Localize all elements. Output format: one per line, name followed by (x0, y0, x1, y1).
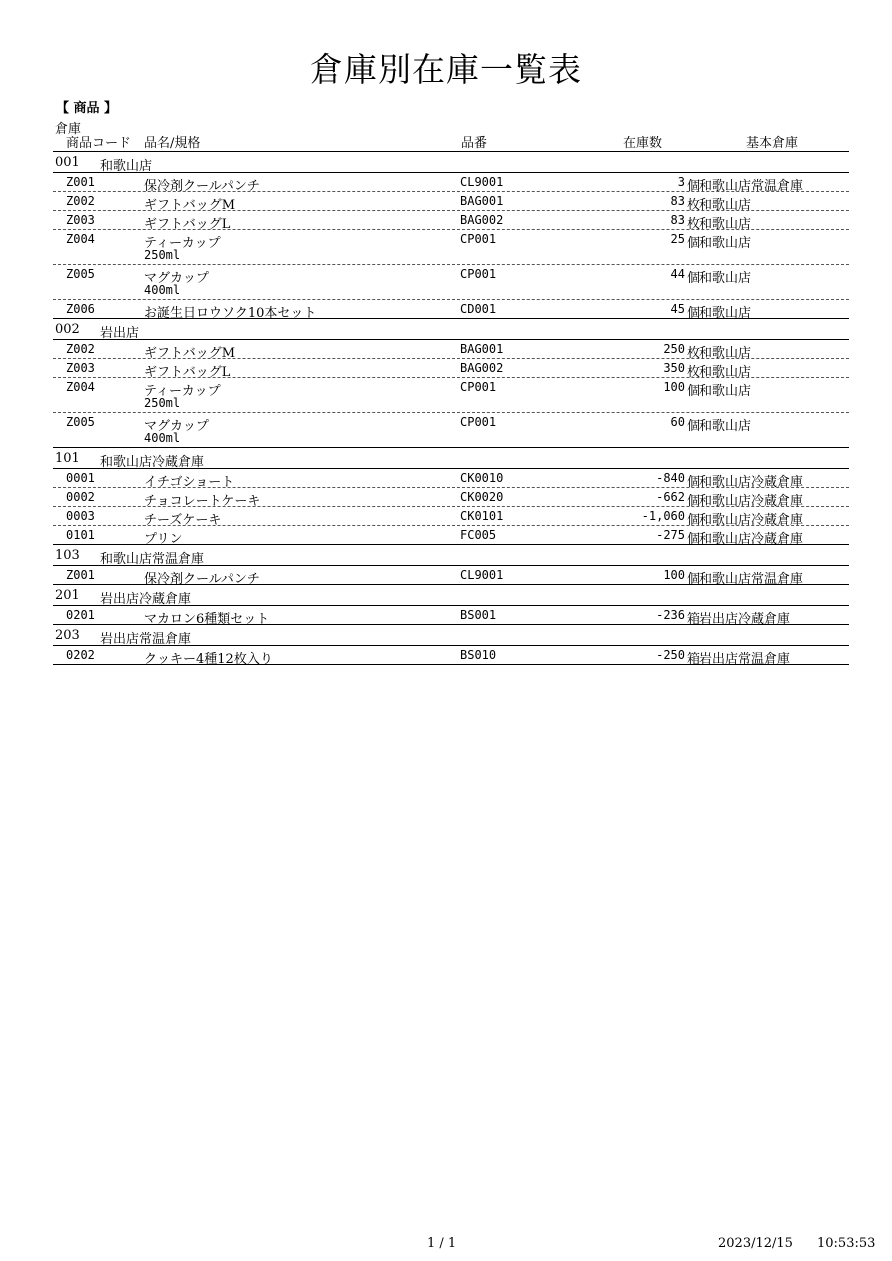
product-name: チーズケーキ (144, 513, 222, 528)
product-name: ギフトバッグL (144, 217, 231, 232)
stock-row (53, 340, 849, 359)
product-code: 0001 (66, 471, 95, 485)
product-name: お誕生日ロウソク10本セット (144, 306, 317, 321)
stock-quantity: 83 (670, 194, 685, 208)
product-name: ティーカップ (144, 384, 221, 399)
product-name: イチゴショート (144, 475, 235, 490)
product-code: Z002 (66, 194, 95, 208)
column-header-row (53, 131, 849, 151)
part-number: BAG002 (460, 213, 504, 227)
warehouse-name: 岩出店 (100, 326, 140, 341)
base-warehouse: 和歌山店冷蔵倉庫 (699, 475, 804, 490)
product-code: Z005 (66, 267, 95, 281)
part-number: BAG001 (460, 194, 504, 208)
product-name: プリン (144, 532, 183, 547)
stock-unit: 個 (687, 271, 701, 286)
warehouse-group-row (53, 585, 849, 606)
print-date: 2023/12/15 (718, 1236, 793, 1251)
part-number: CK0020 (460, 490, 504, 504)
warehouse-group-row (53, 152, 849, 173)
part-number: FC005 (460, 528, 497, 542)
header-product-code: 商品コード (66, 136, 132, 151)
product-code: 0101 (66, 528, 95, 542)
base-warehouse: 岩出店冷蔵倉庫 (699, 612, 791, 627)
product-name: クッキー4種12枚入り (144, 652, 273, 667)
category-label: 【 商品 】 (56, 101, 118, 116)
base-warehouse: 和歌山店 (699, 384, 752, 399)
part-number: BS010 (460, 648, 497, 662)
stock-unit: 個 (687, 179, 701, 194)
stock-row (53, 488, 849, 507)
product-name: ギフトバッグM (144, 346, 236, 361)
stock-row (53, 566, 849, 585)
base-warehouse: 和歌山店 (699, 419, 752, 434)
product-name: 保冷剤クールパンチ (144, 572, 260, 587)
stock-unit: 個 (687, 419, 701, 434)
warehouse-code: 001 (55, 155, 80, 170)
part-number: CL9001 (460, 568, 504, 582)
stock-unit: 枚 (687, 365, 701, 380)
part-number: CP001 (460, 232, 497, 246)
page-number: 1 / 1 (427, 1236, 457, 1251)
warehouse-code: 201 (55, 588, 80, 603)
stock-row (53, 230, 849, 265)
product-spec: 250ml (144, 248, 181, 262)
stock-quantity: 350 (663, 361, 685, 375)
warehouse-name: 和歌山店冷蔵倉庫 (100, 455, 205, 470)
warehouse-code: 101 (55, 451, 80, 466)
stock-unit: 枚 (687, 198, 701, 213)
base-warehouse: 和歌山店 (699, 306, 752, 321)
stock-unit: 枚 (687, 346, 701, 361)
base-warehouse: 和歌山店常温倉庫 (699, 572, 804, 587)
base-warehouse: 和歌山店冷蔵倉庫 (699, 532, 804, 547)
warehouse-group-row (53, 319, 849, 340)
stock-quantity: 250 (663, 342, 685, 356)
product-code: Z001 (66, 175, 95, 189)
stock-row (53, 646, 849, 665)
warehouse-name: 和歌山店 (100, 159, 153, 174)
product-name: 保冷剤クールパンチ (144, 179, 260, 194)
product-spec: 250ml (144, 396, 181, 410)
part-number: BAG001 (460, 342, 504, 356)
part-number: CP001 (460, 380, 497, 394)
part-number: CL9001 (460, 175, 504, 189)
stock-quantity: -662 (656, 490, 685, 504)
product-code: 0201 (66, 608, 95, 622)
print-time: 10:53:53 (817, 1236, 876, 1251)
stock-unit: 箱 (687, 612, 701, 627)
warehouse-group-row (53, 545, 849, 566)
product-code: 0202 (66, 648, 95, 662)
stock-quantity: 3 (677, 175, 685, 189)
stock-quantity: 60 (670, 415, 685, 429)
warehouse-code: 002 (55, 322, 80, 337)
stock-unit: 個 (687, 306, 701, 321)
stock-quantity: 45 (670, 302, 685, 316)
report-title: 倉庫別在庫一覧表 (310, 50, 582, 89)
product-name: マグカップ (144, 419, 209, 434)
base-warehouse: 和歌山店 (699, 217, 752, 232)
stock-row (53, 211, 849, 230)
product-spec: 400ml (144, 283, 181, 297)
stock-row (53, 192, 849, 211)
stock-quantity: 100 (663, 380, 685, 394)
stock-row (53, 507, 849, 526)
warehouse-name: 和歌山店常温倉庫 (100, 552, 205, 567)
product-code: Z004 (66, 232, 95, 246)
base-warehouse: 和歌山店常温倉庫 (699, 179, 804, 194)
stock-quantity: 44 (670, 267, 685, 281)
base-warehouse: 和歌山店 (699, 346, 752, 361)
warehouse-group-row (53, 625, 849, 646)
part-number: CP001 (460, 415, 497, 429)
part-number: CK0101 (460, 509, 504, 523)
product-name: ティーカップ (144, 236, 221, 251)
warehouse-group-row (53, 448, 849, 469)
header-stock-qty: 在庫数 (623, 136, 663, 151)
product-code: 0002 (66, 490, 95, 504)
header-product-name: 品名/規格 (144, 136, 201, 151)
product-name: ギフトバッグM (144, 198, 236, 213)
part-number: CK0010 (460, 471, 504, 485)
product-code: Z006 (66, 302, 95, 316)
stock-quantity: 100 (663, 568, 685, 582)
stock-quantity: -236 (656, 608, 685, 622)
base-warehouse: 岩出店常温倉庫 (699, 652, 791, 667)
stock-unit: 個 (687, 384, 701, 399)
stock-unit: 個 (687, 494, 701, 509)
stock-quantity: -250 (656, 648, 685, 662)
stock-unit: 箱 (687, 652, 701, 667)
product-code: Z003 (66, 361, 95, 375)
warehouse-name: 岩出店冷蔵倉庫 (100, 592, 192, 607)
report-body (53, 152, 849, 665)
product-name: マグカップ (144, 271, 209, 286)
product-name: ギフトバッグL (144, 365, 231, 380)
product-name: マカロン6種類セット (144, 612, 270, 627)
part-number: CD001 (460, 302, 497, 316)
base-warehouse: 和歌山店 (699, 271, 752, 286)
warehouse-code: 103 (55, 548, 80, 563)
base-warehouse: 和歌山店冷蔵倉庫 (699, 494, 804, 509)
part-number: BAG002 (460, 361, 504, 375)
base-warehouse: 和歌山店 (699, 236, 752, 251)
part-number: BS001 (460, 608, 497, 622)
product-code: Z001 (66, 568, 95, 582)
part-number: CP001 (460, 267, 497, 281)
stock-row (53, 469, 849, 488)
product-code: Z003 (66, 213, 95, 227)
product-code: Z004 (66, 380, 95, 394)
stock-row (53, 173, 849, 192)
header-warehouse: 倉庫 (55, 122, 82, 137)
product-name: チョコレートケーキ (144, 494, 261, 509)
stock-quantity: -1,060 (641, 509, 685, 523)
stock-unit: 枚 (687, 217, 701, 232)
product-code: 0003 (66, 509, 95, 523)
header-base-warehouse: 基本倉庫 (746, 136, 799, 151)
base-warehouse: 和歌山店 (699, 198, 752, 213)
stock-quantity: 25 (670, 232, 685, 246)
base-warehouse: 和歌山店冷蔵倉庫 (699, 513, 804, 528)
header-part-number: 品番 (461, 136, 488, 151)
stock-row (53, 378, 849, 413)
warehouse-name: 岩出店常温倉庫 (100, 632, 192, 647)
stock-quantity: -840 (656, 471, 685, 485)
stock-quantity: -275 (656, 528, 685, 542)
product-code: Z005 (66, 415, 95, 429)
stock-quantity: 83 (670, 213, 685, 227)
stock-unit: 個 (687, 236, 701, 251)
product-code: Z002 (66, 342, 95, 356)
stock-row (53, 265, 849, 300)
stock-row (53, 413, 849, 448)
stock-row (53, 606, 849, 625)
stock-unit: 個 (687, 572, 701, 587)
stock-row (53, 359, 849, 378)
stock-unit: 個 (687, 475, 701, 490)
base-warehouse: 和歌山店 (699, 365, 752, 380)
stock-unit: 個 (687, 513, 701, 528)
stock-unit: 個 (687, 532, 701, 547)
stock-row (53, 526, 849, 545)
warehouse-code: 203 (55, 628, 80, 643)
product-spec: 400ml (144, 431, 181, 445)
stock-row (53, 300, 849, 319)
